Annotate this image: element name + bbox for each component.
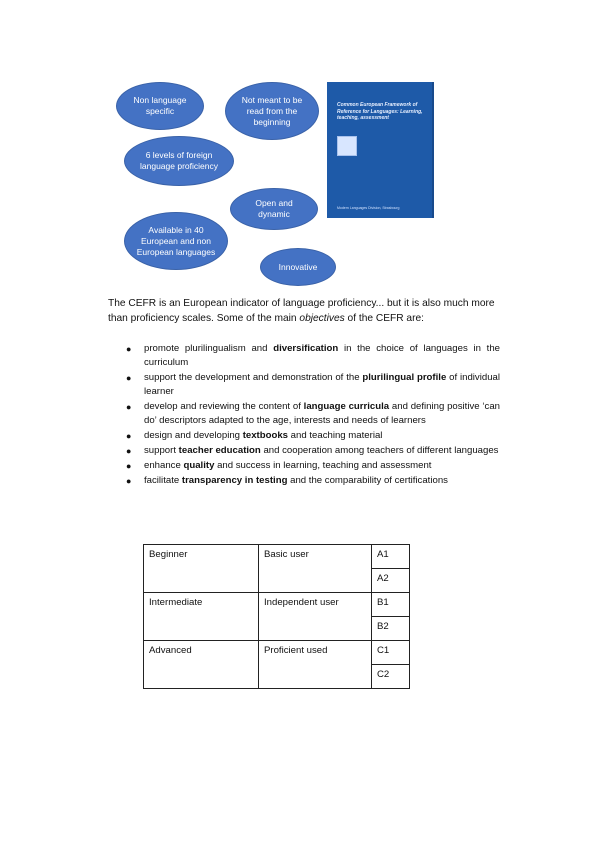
table-row (144, 593, 410, 617)
stage-cell: Intermediate (144, 593, 259, 641)
bullet-icon: ● (126, 373, 132, 383)
list-item (126, 342, 500, 370)
bubble-label: Innovative (278, 261, 318, 272)
bubble-six-levels (124, 136, 234, 186)
list-item (126, 400, 500, 428)
item-bold: language curricula (303, 401, 390, 412)
item-bold: textbooks (242, 430, 289, 441)
cefr-levels-table (143, 544, 410, 689)
level-cell: A2 (372, 569, 410, 593)
item-text: promote plurilingualism and (144, 343, 274, 354)
list-item (126, 371, 500, 399)
bullet-icon: ● (126, 461, 132, 471)
table-row (144, 545, 410, 569)
book-footer: Modern Languages Division, Strasbourg (337, 206, 400, 210)
council-of-europe-emblem-icon (337, 136, 357, 156)
bullet-icon: ● (126, 344, 132, 354)
table-row (144, 641, 410, 665)
user-cell: Proficient used (259, 641, 372, 689)
item-bold: diversification (273, 343, 339, 354)
item-text: facilitate (144, 475, 182, 486)
list-item (126, 474, 500, 488)
bubble-label: Open and dynamic (255, 198, 293, 219)
item-bold: teacher education (178, 445, 261, 456)
cefr-book-cover (327, 82, 434, 218)
bubble-label: Non language specific (133, 95, 187, 116)
level-cell: C1 (372, 641, 410, 665)
level-cell: A1 (372, 545, 410, 569)
bubble-label: Not meant to be read from the beginning (241, 94, 303, 127)
item-bold: quality (183, 460, 215, 471)
item-bold: plurilingual profile (362, 372, 447, 383)
bullet-icon: ● (126, 431, 132, 441)
item-text: of individual learner (144, 372, 500, 397)
stage-cell: Beginner (144, 545, 259, 593)
item-text: and the comparability of certifications (287, 475, 448, 486)
item-text: support the development and demonstration of the (144, 372, 363, 383)
item-text: and teaching material (288, 430, 383, 441)
bubble-available-languages (124, 212, 228, 270)
level-cell: B2 (372, 617, 410, 641)
bubble-non-language-specific (116, 82, 204, 130)
list-item (126, 459, 500, 473)
user-cell: Basic user (259, 545, 372, 593)
bullet-icon: ● (126, 402, 132, 412)
bubble-not-meant-to-be-read (225, 82, 319, 140)
objectives-list (126, 342, 500, 489)
intro-text-end: of the CEFR are: (344, 313, 424, 324)
item-text: enhance (144, 460, 184, 471)
item-text: and success in learning, teaching and assessment (214, 460, 432, 471)
book-title: Common European Framework of Reference for Languages: Learning, teaching, assessment (337, 102, 423, 121)
stage-cell: Advanced (144, 641, 259, 689)
list-item (126, 444, 500, 458)
intro-paragraph (108, 296, 500, 326)
level-cell: C2 (372, 665, 410, 689)
intro-emphasis: objectives (299, 313, 345, 324)
bubble-label: Available in 40 European and non European languages (136, 224, 216, 257)
intro-text: The CEFR is an European indicator of language proficiency... but it is also much more than proficiency scales. Some of the main (108, 298, 495, 324)
user-cell: Independent user (259, 593, 372, 641)
bubble-label: 6 levels of foreign language proficiency (140, 150, 218, 171)
item-text: and cooperation among teachers of different languages (260, 445, 499, 456)
bubble-open-dynamic (230, 188, 318, 230)
item-text: design and developing (144, 430, 243, 441)
item-text: develop and reviewing the content of (144, 401, 304, 412)
item-text: support (144, 445, 179, 456)
level-cell: B1 (372, 593, 410, 617)
item-text: in the choice of languages in the curriculum (144, 343, 501, 368)
bullet-icon: ● (126, 476, 132, 486)
list-item (126, 429, 500, 443)
bullet-icon: ● (126, 446, 132, 456)
bubble-innovative (260, 248, 336, 286)
item-text: and defining positive ‘can do’ descriptors adapted to the age, interests and needs of learners (144, 401, 500, 426)
item-bold: transparency in testing (181, 475, 288, 486)
